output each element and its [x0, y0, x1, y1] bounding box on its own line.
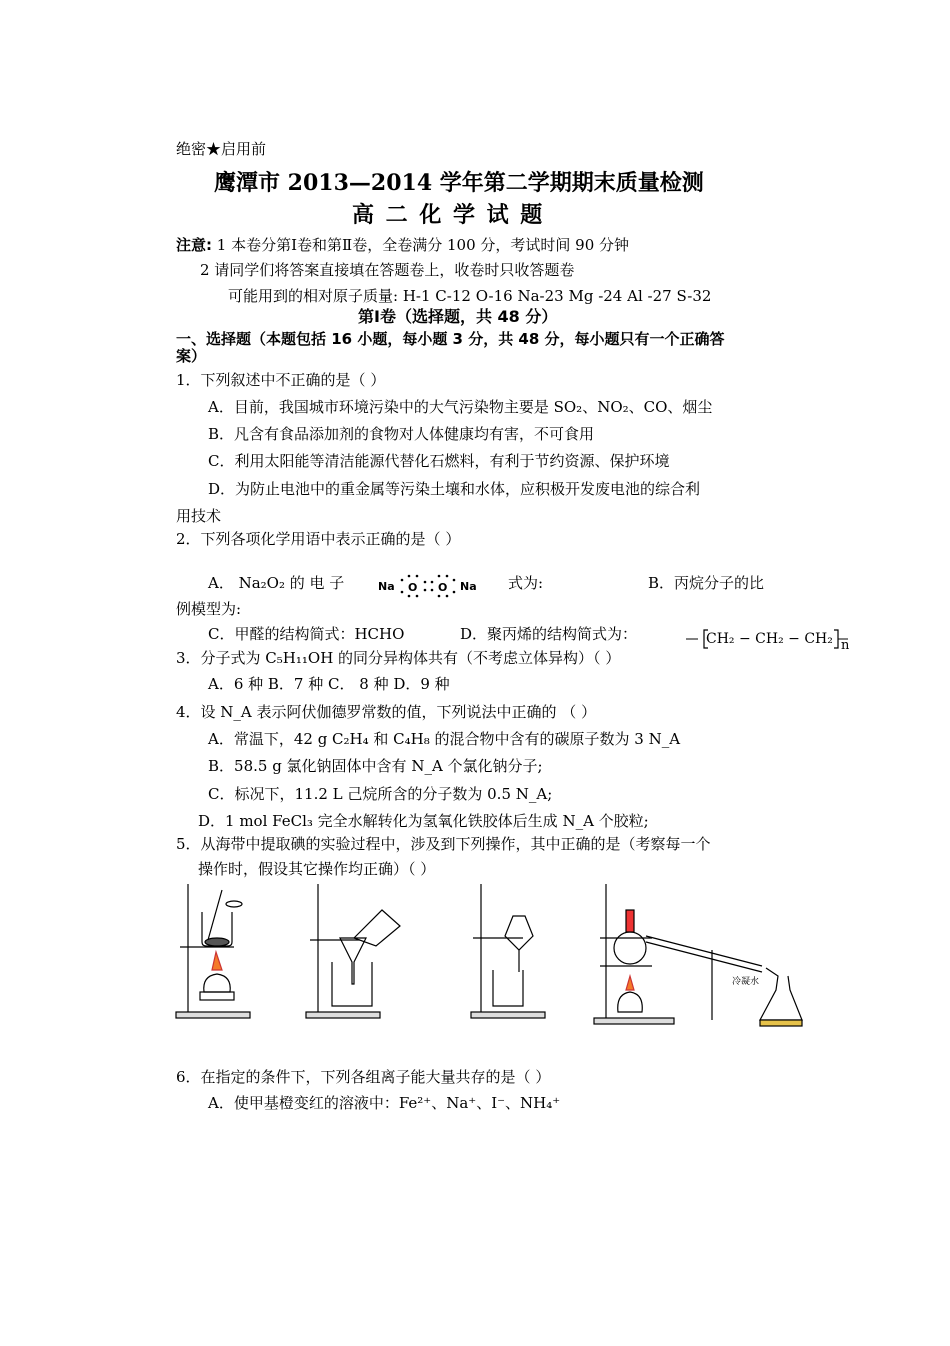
- edot-o1: O: [408, 581, 418, 594]
- q4-option-a: A．常温下，42 g C₂H₄ 和 C₄H₈ 的混合物中含有的碳原子数为 3 N_A: [208, 730, 681, 748]
- formula-n: n: [841, 638, 850, 653]
- apparatus-distillation-icon: [594, 884, 802, 1026]
- polypropylene-formula: [686, 626, 856, 656]
- q4-stem: 4．设 N_A 表示阿伏伽德罗常数的值，下列说法中正确的 （ ）: [176, 703, 597, 721]
- q2-option-a-suffix: 式为:: [508, 574, 544, 592]
- atomic-masses: [228, 286, 711, 306]
- notice-line2: 2 请同学们将答案直接填在答题卷上，收卷时只收答题卷: [200, 261, 575, 279]
- edot-o2: O: [438, 581, 448, 594]
- exam-title: 鹰潭市 2013—2014 学年第二学期期末质量检测: [214, 170, 704, 196]
- q6-stem: 6．在指定的条件下，下列各组离子能大量共存的是（ ）: [176, 1068, 551, 1086]
- q3-stem: 3．分子式为 C₅H₁₁OH 的同分异构体共有（不考虑立体异构）（ ）: [176, 649, 621, 667]
- q5-stem: 5．从海带中提取碘的实验过程中，涉及到下列操作，其中正确的是（考察每一个: [176, 835, 711, 853]
- section1-instructions-cont: 案）: [176, 347, 207, 365]
- q4-option-d: D．1 mol FeCl₃ 完全水解转化为氢氧化铁胶体后生成 N_A 个胶粒;: [198, 812, 649, 830]
- notice-label: 注意:: [176, 236, 212, 254]
- q4-option-c: C．标况下，11.2 L 己烷所含的分子数为 0.5 N_A;: [208, 785, 553, 803]
- formula-body: CH₂ − CH₂ − CH₂: [706, 631, 833, 647]
- q2-option-d: D．聚丙烯的结构简式为：: [460, 625, 638, 643]
- section1-heading: 第Ⅰ卷（选择题，共 48 分）: [358, 307, 558, 326]
- apparatus-separatory-funnel-icon: [471, 884, 545, 1018]
- edot-na-right: Na: [460, 580, 477, 593]
- q2-option-c: C．甲醛的结构简式：HCHO: [208, 625, 405, 643]
- atomic-masses-label: 可能用到的相对原子质量:: [228, 287, 399, 305]
- q5-stem-cont: 操作时，假设其它操作均正确）（ ）: [198, 860, 436, 878]
- q4-option-b: B．58.5 g 氯化钠固体中含有 N_A 个氯化钠分子;: [208, 757, 543, 775]
- edot-dots-icon: [376, 572, 480, 598]
- q1-option-a: A．目前，我国城市环境污染中的大气污染物主要是 SO₂、NO₂、CO、烟尘: [208, 398, 713, 416]
- exam-subtitle: 高 二 化 学 试 题: [352, 202, 545, 228]
- q3-options: A．6 种 B．7 种 C． 8 种 D．9 种: [208, 675, 450, 693]
- notice-line1: [176, 235, 629, 255]
- edot-na-left: Na: [378, 580, 395, 593]
- q2-option-a: A． Na₂O₂ 的 电 子: [208, 574, 345, 592]
- q1-stem: 1．下列叙述中不正确的是（ ）: [176, 371, 386, 389]
- q2-stem: 2．下列各项化学用语中表示正确的是（ ）: [176, 530, 461, 548]
- apparatus-burning-icon: [176, 884, 250, 1018]
- atomic-masses-values: H-1 C-12 O-16 Na-23 Mg -24 Al -27 S-32: [402, 287, 712, 305]
- na2o2-electron-dot: [376, 572, 480, 598]
- q6-option-a: A．使甲基橙变红的溶液中：Fe²⁺、Na⁺、I⁻、NH₄⁺: [208, 1094, 561, 1112]
- cooling-water-label: 冷凝水: [732, 977, 760, 987]
- q2-option-b-cont: 例模型为:: [176, 600, 242, 618]
- notice-text1: 1 本卷分第Ⅰ卷和第Ⅱ卷，全卷满分 100 分，考试时间 90 分钟: [216, 236, 630, 254]
- lab-apparatus-figures: [172, 880, 812, 1030]
- q2-option-b: B．丙烷分子的比: [648, 574, 765, 592]
- section1-instructions: 一、选择题（本题包括 16 小题，每小题 3 分，共 48 分，每小题只有一个正确答: [176, 330, 725, 348]
- q1-option-c: C．利用太阳能等清洁能源代替化石燃料，有利于节约资源、保护环境: [208, 452, 670, 470]
- q1-option-d-cont: 用技术: [176, 507, 222, 525]
- q1-option-b: B．凡含有食品添加剂的食物对人体健康均有害，不可食用: [208, 425, 595, 443]
- q1-option-d: D．为防止电池中的重金属等污染土壤和水体，应积极开发废电池的综合利: [208, 480, 701, 498]
- apparatus-filter-icon: [306, 884, 400, 1018]
- confidential-mark: 绝密★启用前: [176, 140, 267, 158]
